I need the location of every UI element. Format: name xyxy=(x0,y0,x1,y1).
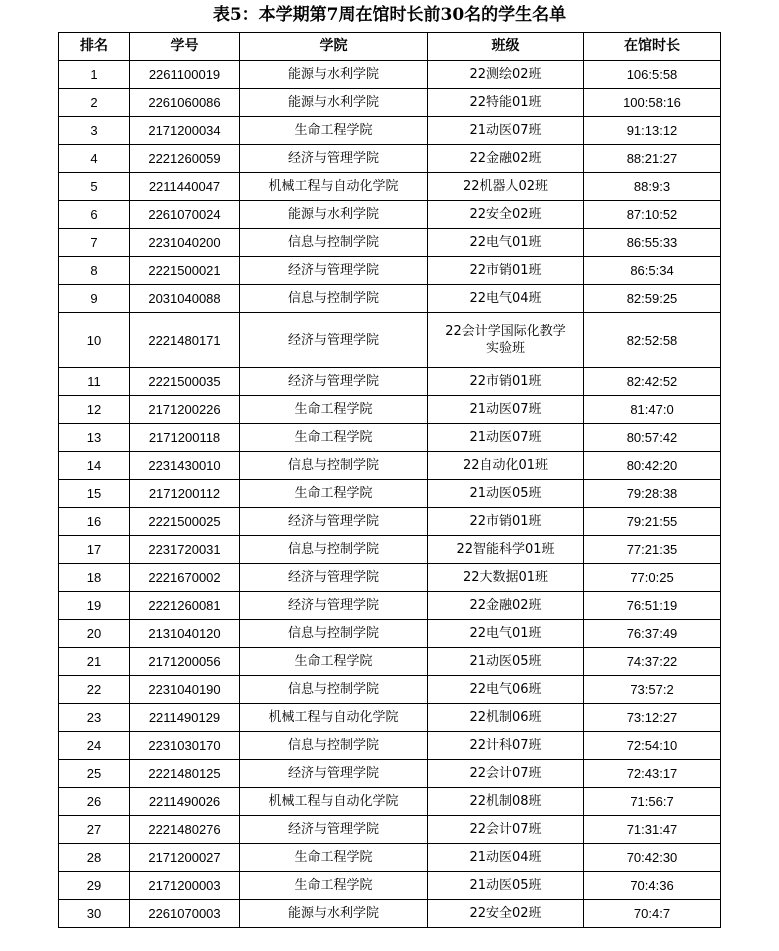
rank-cell: 10 xyxy=(59,313,130,368)
duration-cell: 70:4:36 xyxy=(584,872,721,900)
rank-cell: 11 xyxy=(59,368,130,396)
header-rank: 排名 xyxy=(59,33,130,61)
class-cell: 22大数据01班 xyxy=(428,564,584,592)
duration-cell: 72:43:17 xyxy=(584,760,721,788)
table-row xyxy=(59,704,721,732)
rank-cell: 4 xyxy=(59,145,130,173)
table-row xyxy=(59,89,721,117)
class-cell: 22会计07班 xyxy=(428,760,584,788)
table-row xyxy=(59,396,721,424)
rank-cell: 13 xyxy=(59,424,130,452)
rank-cell: 12 xyxy=(59,396,130,424)
student-id-cell: 2261100019 xyxy=(130,61,240,89)
student-id-cell: 2171200034 xyxy=(130,117,240,145)
student-id-cell: 2031040088 xyxy=(130,285,240,313)
college-cell: 经济与管理学院 xyxy=(240,145,428,173)
college-cell: 经济与管理学院 xyxy=(240,760,428,788)
class-cell: 21动医05班 xyxy=(428,480,584,508)
rank-cell: 29 xyxy=(59,872,130,900)
class-cell: 22电气06班 xyxy=(428,676,584,704)
rank-cell: 19 xyxy=(59,592,130,620)
class-cell: 21动医07班 xyxy=(428,117,584,145)
college-cell: 能源与水利学院 xyxy=(240,900,428,928)
college-cell: 经济与管理学院 xyxy=(240,564,428,592)
table-row xyxy=(59,816,721,844)
college-cell: 生命工程学院 xyxy=(240,872,428,900)
class-cell: 22市销01班 xyxy=(428,257,584,285)
rank-cell: 28 xyxy=(59,844,130,872)
table-row xyxy=(59,229,721,257)
duration-cell: 74:37:22 xyxy=(584,648,721,676)
table-row xyxy=(59,676,721,704)
table-row xyxy=(59,508,721,536)
table-row xyxy=(59,732,721,760)
rank-cell: 21 xyxy=(59,648,130,676)
class-cell: 22安全02班 xyxy=(428,900,584,928)
college-cell: 经济与管理学院 xyxy=(240,368,428,396)
college-cell: 机械工程与自动化学院 xyxy=(240,173,428,201)
duration-cell: 79:21:55 xyxy=(584,508,721,536)
student-id-cell: 2221480171 xyxy=(130,313,240,368)
table-row xyxy=(59,117,721,145)
duration-cell: 81:47:0 xyxy=(584,396,721,424)
duration-cell: 100:58:16 xyxy=(584,89,721,117)
student-id-cell: 2221480125 xyxy=(130,760,240,788)
table-row xyxy=(59,173,721,201)
student-id-cell: 2221670002 xyxy=(130,564,240,592)
rank-cell: 18 xyxy=(59,564,130,592)
table-row xyxy=(59,424,721,452)
duration-cell: 70:42:30 xyxy=(584,844,721,872)
header-class: 班级 xyxy=(428,33,584,61)
rank-cell: 30 xyxy=(59,900,130,928)
college-cell: 信息与控制学院 xyxy=(240,229,428,257)
rank-cell: 24 xyxy=(59,732,130,760)
college-cell: 机械工程与自动化学院 xyxy=(240,788,428,816)
rank-cell: 23 xyxy=(59,704,130,732)
class-cell: 22测绘02班 xyxy=(428,61,584,89)
rank-cell: 1 xyxy=(59,61,130,89)
class-cell: 22电气01班 xyxy=(428,229,584,257)
student-id-cell: 2231430010 xyxy=(130,452,240,480)
student-id-cell: 2261070024 xyxy=(130,201,240,229)
duration-cell: 88:9:3 xyxy=(584,173,721,201)
table-row xyxy=(59,900,721,928)
college-cell: 能源与水利学院 xyxy=(240,89,428,117)
student-id-cell: 2171200226 xyxy=(130,396,240,424)
college-cell: 经济与管理学院 xyxy=(240,313,428,368)
class-cell: 22金融02班 xyxy=(428,592,584,620)
class-cell: 22市销01班 xyxy=(428,368,584,396)
college-cell: 能源与水利学院 xyxy=(240,61,428,89)
class-cell: 21动医07班 xyxy=(428,396,584,424)
college-cell: 机械工程与自动化学院 xyxy=(240,704,428,732)
duration-cell: 106:5:58 xyxy=(584,61,721,89)
student-id-cell: 2231040200 xyxy=(130,229,240,257)
college-cell: 生命工程学院 xyxy=(240,480,428,508)
class-cell: 21动医04班 xyxy=(428,844,584,872)
header-duration: 在馆时长 xyxy=(584,33,721,61)
table-row xyxy=(59,788,721,816)
table-row xyxy=(59,480,721,508)
table-row xyxy=(59,285,721,313)
table-row xyxy=(59,592,721,620)
class-cell: 22智能科学01班 xyxy=(428,536,584,564)
college-cell: 生命工程学院 xyxy=(240,844,428,872)
class-cell: 22电气04班 xyxy=(428,285,584,313)
college-cell: 生命工程学院 xyxy=(240,396,428,424)
table-header-row xyxy=(59,33,721,61)
duration-cell: 71:56:7 xyxy=(584,788,721,816)
student-id-cell: 2221480276 xyxy=(130,816,240,844)
college-cell: 经济与管理学院 xyxy=(240,257,428,285)
table-row xyxy=(59,872,721,900)
rank-cell: 16 xyxy=(59,508,130,536)
student-id-cell: 2221500025 xyxy=(130,508,240,536)
duration-cell: 91:13:12 xyxy=(584,117,721,145)
table-row xyxy=(59,452,721,480)
rank-cell: 17 xyxy=(59,536,130,564)
rank-cell: 27 xyxy=(59,816,130,844)
student-id-cell: 2231720031 xyxy=(130,536,240,564)
college-cell: 信息与控制学院 xyxy=(240,536,428,564)
table-row xyxy=(59,61,721,89)
duration-cell: 76:37:49 xyxy=(584,620,721,648)
table-row xyxy=(59,760,721,788)
student-id-cell: 2171200118 xyxy=(130,424,240,452)
student-id-cell: 2211490129 xyxy=(130,704,240,732)
rank-cell: 8 xyxy=(59,257,130,285)
student-table xyxy=(58,32,721,928)
duration-cell: 71:31:47 xyxy=(584,816,721,844)
rank-cell: 14 xyxy=(59,452,130,480)
college-cell: 能源与水利学院 xyxy=(240,201,428,229)
duration-cell: 73:12:27 xyxy=(584,704,721,732)
college-cell: 信息与控制学院 xyxy=(240,732,428,760)
table-row xyxy=(59,620,721,648)
college-cell: 信息与控制学院 xyxy=(240,452,428,480)
student-id-cell: 2221260081 xyxy=(130,592,240,620)
college-cell: 信息与控制学院 xyxy=(240,620,428,648)
student-id-cell: 2231030170 xyxy=(130,732,240,760)
header-college: 学院 xyxy=(240,33,428,61)
duration-cell: 86:55:33 xyxy=(584,229,721,257)
table-title: 表5：本学期第7周在馆时长前30名的学生名单 xyxy=(212,5,567,25)
rank-cell: 3 xyxy=(59,117,130,145)
duration-cell: 87:10:52 xyxy=(584,201,721,229)
table-row xyxy=(59,648,721,676)
college-cell: 经济与管理学院 xyxy=(240,508,428,536)
student-id-cell: 2171200027 xyxy=(130,844,240,872)
class-cell: 22会计学国际化教学实验班 xyxy=(428,313,584,368)
duration-cell: 82:42:52 xyxy=(584,368,721,396)
rank-cell: 6 xyxy=(59,201,130,229)
college-cell: 生命工程学院 xyxy=(240,117,428,145)
college-cell: 生命工程学院 xyxy=(240,424,428,452)
class-cell: 22会计07班 xyxy=(428,816,584,844)
duration-cell: 77:21:35 xyxy=(584,536,721,564)
rank-cell: 5 xyxy=(59,173,130,201)
rank-cell: 22 xyxy=(59,676,130,704)
student-id-cell: 2211490026 xyxy=(130,788,240,816)
table-row xyxy=(59,145,721,173)
rank-cell: 26 xyxy=(59,788,130,816)
table-row xyxy=(59,201,721,229)
duration-cell: 73:57:2 xyxy=(584,676,721,704)
duration-cell: 82:59:25 xyxy=(584,285,721,313)
class-cell: 22计科07班 xyxy=(428,732,584,760)
duration-cell: 86:5:34 xyxy=(584,257,721,285)
class-cell: 22电气01班 xyxy=(428,620,584,648)
class-cell: 22机制06班 xyxy=(428,704,584,732)
header-student-id: 学号 xyxy=(130,33,240,61)
student-id-cell: 2171200112 xyxy=(130,480,240,508)
rank-cell: 25 xyxy=(59,760,130,788)
student-id-cell: 2171200056 xyxy=(130,648,240,676)
duration-cell: 76:51:19 xyxy=(584,592,721,620)
table-row xyxy=(59,313,721,368)
class-cell: 22机制08班 xyxy=(428,788,584,816)
duration-cell: 82:52:58 xyxy=(584,313,721,368)
duration-cell: 79:28:38 xyxy=(584,480,721,508)
student-id-cell: 2261060086 xyxy=(130,89,240,117)
duration-cell: 80:42:20 xyxy=(584,452,721,480)
college-cell: 经济与管理学院 xyxy=(240,592,428,620)
duration-cell: 72:54:10 xyxy=(584,732,721,760)
class-cell: 21动医07班 xyxy=(428,424,584,452)
college-cell: 信息与控制学院 xyxy=(240,285,428,313)
student-id-cell: 2211440047 xyxy=(130,173,240,201)
student-id-cell: 2221500035 xyxy=(130,368,240,396)
class-cell: 22自动化01班 xyxy=(428,452,584,480)
duration-cell: 80:57:42 xyxy=(584,424,721,452)
rank-cell: 15 xyxy=(59,480,130,508)
rank-cell: 20 xyxy=(59,620,130,648)
student-id-cell: 2231040190 xyxy=(130,676,240,704)
class-cell: 22特能01班 xyxy=(428,89,584,117)
college-cell: 信息与控制学院 xyxy=(240,676,428,704)
rank-cell: 2 xyxy=(59,89,130,117)
table-row xyxy=(59,368,721,396)
class-cell: 21动医05班 xyxy=(428,648,584,676)
student-id-cell: 2131040120 xyxy=(130,620,240,648)
college-cell: 经济与管理学院 xyxy=(240,816,428,844)
college-cell: 生命工程学院 xyxy=(240,648,428,676)
student-id-cell: 2171200003 xyxy=(130,872,240,900)
duration-cell: 70:4:7 xyxy=(584,900,721,928)
class-cell: 22安全02班 xyxy=(428,201,584,229)
table-row xyxy=(59,564,721,592)
class-cell: 22市销01班 xyxy=(428,508,584,536)
class-cell: 22机器人02班 xyxy=(428,173,584,201)
student-id-cell: 2261070003 xyxy=(130,900,240,928)
rank-cell: 9 xyxy=(59,285,130,313)
table-row xyxy=(59,257,721,285)
student-id-cell: 2221500021 xyxy=(130,257,240,285)
table-row xyxy=(59,536,721,564)
table-row xyxy=(59,844,721,872)
class-cell: 22金融02班 xyxy=(428,145,584,173)
class-cell: 21动医05班 xyxy=(428,872,584,900)
table-body xyxy=(59,61,721,928)
duration-cell: 88:21:27 xyxy=(584,145,721,173)
duration-cell: 77:0:25 xyxy=(584,564,721,592)
rank-cell: 7 xyxy=(59,229,130,257)
student-id-cell: 2221260059 xyxy=(130,145,240,173)
